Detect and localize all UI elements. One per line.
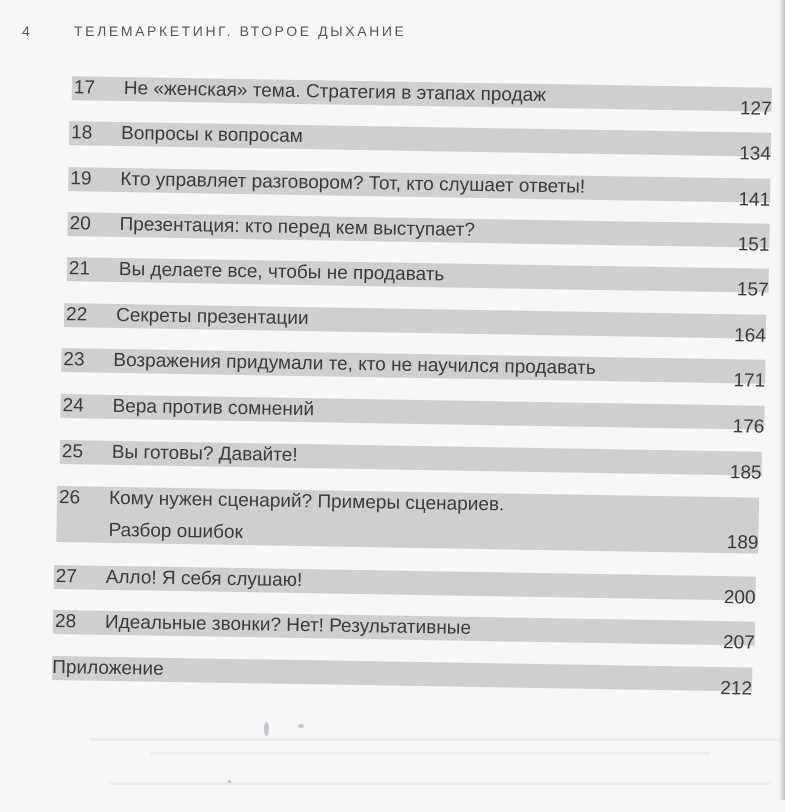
entry-title-line2: Разбор ошибок	[108, 519, 244, 544]
entry-title: Идеальные звонки? Нет! Результативные	[104, 611, 472, 639]
entry-title: Алло! Я себя слушаю!	[105, 566, 303, 592]
entry-page: 157	[736, 279, 769, 301]
running-title: ТЕЛЕМАРКЕТИНГ. ВТОРОЕ ДЫХАНИЕ	[74, 23, 407, 39]
entry-number: 27	[55, 565, 78, 588]
entry-number: 23	[63, 349, 85, 371]
entry-page: 134	[738, 143, 772, 165]
toc-entry[interactable]	[61, 348, 766, 392]
entry-page: 200	[723, 587, 756, 609]
toc-entry[interactable]	[53, 610, 755, 654]
toc-entry[interactable]	[67, 212, 770, 256]
entry-page: 207	[722, 632, 755, 654]
entry-title: Презентация: кто перед кем выступает?	[119, 214, 476, 241]
toc-entry[interactable]	[56, 486, 759, 554]
entry-title: Вера против сомнений	[112, 395, 315, 421]
toc-entry[interactable]	[54, 565, 756, 609]
entry-number: 22	[65, 304, 88, 326]
entry-title: Вы готовы? Давайте!	[111, 441, 298, 466]
toc-entry[interactable]	[72, 76, 772, 120]
entry-title: Вопросы к вопросам	[120, 123, 303, 148]
entry-title: Возражения придумали те, кто не научился продавать	[113, 349, 596, 379]
entry-title: Приложение	[52, 656, 164, 680]
entry-number: 20	[69, 213, 91, 235]
entry-page: 151	[737, 234, 770, 256]
entry-title	[108, 487, 504, 550]
entry-number: 28	[54, 610, 77, 633]
toc-entry[interactable]	[60, 440, 762, 484]
entry-page: 176	[732, 416, 765, 438]
toc-entry[interactable]	[67, 257, 769, 301]
toc-entry[interactable]	[68, 167, 771, 211]
toc-entry[interactable]	[60, 394, 765, 438]
entry-page: 171	[733, 370, 766, 392]
entry-title: Секреты презентации	[115, 304, 309, 330]
toc-entry[interactable]	[69, 121, 772, 165]
entry-number: 25	[61, 441, 84, 463]
toc-entry-appendix[interactable]	[52, 656, 753, 700]
entry-title-line1: Кому нужен сценарий? Примеры сценариев.	[108, 487, 505, 516]
entry-page: 127	[739, 98, 772, 120]
entry-page: 189	[726, 532, 759, 554]
page-number: 4	[22, 23, 30, 39]
entry-title: Вы делаете все, чтобы не продавать	[118, 259, 445, 286]
entry-number: 17	[73, 77, 96, 99]
entry-page: 164	[733, 325, 767, 347]
entry-page: 212	[720, 678, 753, 700]
entry-page: 141	[738, 189, 771, 211]
entry-number: 18	[70, 122, 93, 144]
toc-entry[interactable]	[64, 303, 767, 347]
entry-number: 24	[62, 395, 84, 417]
entry-number: 19	[70, 168, 92, 190]
entry-page: 185	[729, 462, 762, 484]
entry-number: 26	[58, 487, 81, 509]
entry-title: Не «женская» тема. Стратегия в этапах продаж	[123, 78, 547, 107]
entry-title: Кто управляет разговором? Тот, кто слушает ответы!	[120, 169, 586, 198]
entry-number: 21	[68, 258, 91, 280]
